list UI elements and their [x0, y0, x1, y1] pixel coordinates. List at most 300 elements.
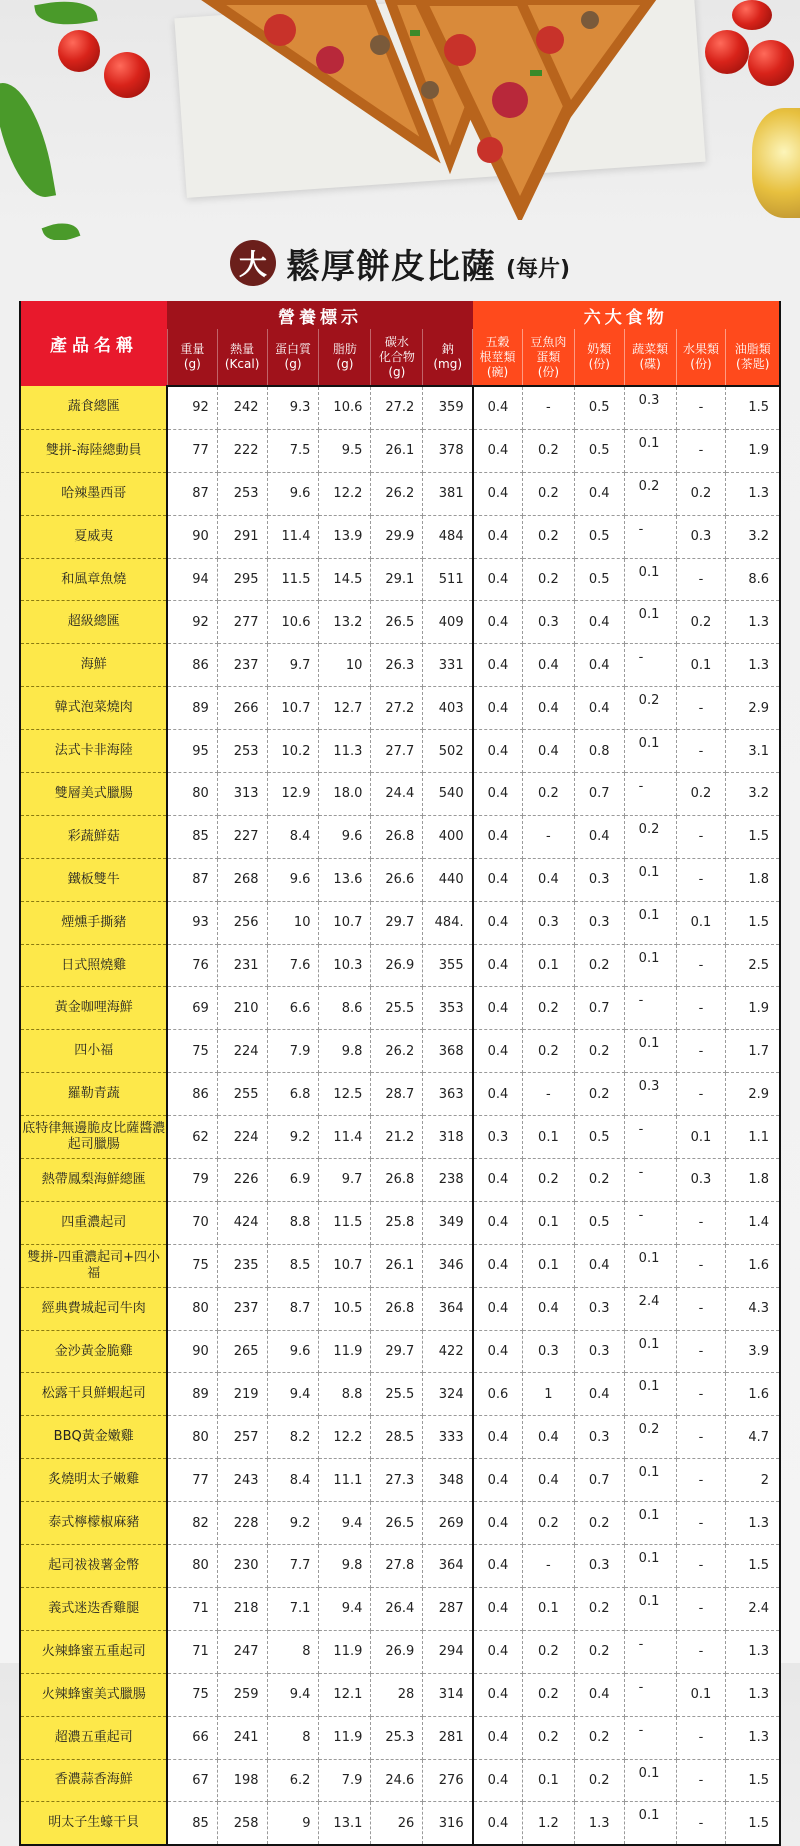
- food-group-value: 0.2: [624, 687, 676, 730]
- food-group-value: 0.4: [522, 687, 574, 730]
- food-group-value: 0.2: [522, 472, 574, 515]
- nutrition-value: 29.1: [371, 558, 423, 601]
- column-header-line: 蛋類: [536, 349, 561, 364]
- table-row: [20, 730, 780, 773]
- table-row: [20, 687, 780, 730]
- nutrition-value: 268: [217, 858, 267, 901]
- food-group-value: 0.2: [522, 1159, 574, 1202]
- food-group-value: -: [624, 1673, 676, 1716]
- food-group-value: 0.2: [574, 1159, 624, 1202]
- nutrition-value: 403: [423, 687, 473, 730]
- nutrition-value: 6.9: [267, 1159, 319, 1202]
- product-name: 火辣蜂蜜五重起司: [20, 1630, 167, 1673]
- food-group-value: -: [624, 1159, 676, 1202]
- nutrition-value: 26.5: [371, 601, 423, 644]
- nutrition-value: 9.4: [319, 1587, 371, 1630]
- food-group-value: 0.4: [473, 1459, 523, 1502]
- food-group-value: -: [676, 944, 726, 987]
- food-group-value: -: [676, 1244, 726, 1287]
- food-group-value: -: [624, 773, 676, 816]
- nutrition-value: 13.2: [319, 601, 371, 644]
- food-group-value: 0.4: [473, 601, 523, 644]
- food-group-value: -: [624, 1716, 676, 1759]
- food-group-value: 0.3: [676, 515, 726, 558]
- food-group-value: 0.1: [624, 730, 676, 773]
- nutrition-value: 86: [167, 1073, 217, 1116]
- food-group-value: -: [676, 1201, 726, 1244]
- nutrition-value: 331: [423, 644, 473, 687]
- nutrition-value: 269: [423, 1502, 473, 1545]
- column-header-line: 水果類: [682, 342, 719, 356]
- food-group-value: 0.5: [574, 558, 624, 601]
- nutrition-value: 14.5: [319, 558, 371, 601]
- column-header-line: 油脂類: [734, 342, 771, 356]
- food-group-value: 1.5: [726, 901, 780, 944]
- nutrition-value: 77: [167, 429, 217, 472]
- table-row: [20, 386, 780, 429]
- nutrition-value: 26.6: [371, 858, 423, 901]
- nutrition-value: 409: [423, 601, 473, 644]
- nutrition-value: 11.4: [267, 515, 319, 558]
- column-header-line: (g): [336, 357, 354, 371]
- food-group-value: -: [676, 1073, 726, 1116]
- nutrition-value: 324: [423, 1373, 473, 1416]
- nutrition-value: 243: [217, 1459, 267, 1502]
- nutrition-value: 247: [217, 1630, 267, 1673]
- nutrition-value: 276: [423, 1759, 473, 1802]
- nutrition-value: 230: [217, 1545, 267, 1588]
- nutrition-value: 8: [267, 1716, 319, 1759]
- food-group-value: 1.5: [726, 815, 780, 858]
- nutrition-value: 11.4: [319, 1116, 371, 1159]
- product-name: 韓式泡菜燒肉: [20, 687, 167, 730]
- nutrition-value: 484: [423, 515, 473, 558]
- food-group-value: 0.6: [473, 1373, 523, 1416]
- nutrition-value: 13.1: [319, 1802, 371, 1845]
- nutrition-value: 76: [167, 944, 217, 987]
- food-group-value: 0.1: [676, 1116, 726, 1159]
- food-group-value: -: [676, 1630, 726, 1673]
- product-name: 超級總匯: [20, 601, 167, 644]
- food-group-value: 0.1: [624, 1759, 676, 1802]
- nutrition-value: 80: [167, 1416, 217, 1459]
- food-group-value: 2.9: [726, 687, 780, 730]
- column-header-line: 五穀: [485, 334, 510, 349]
- product-name: 金沙黃金脆雞: [20, 1330, 167, 1373]
- food-group-value: 8.6: [726, 558, 780, 601]
- food-group-value: 0.4: [473, 687, 523, 730]
- nutrition-value: 26.8: [371, 1287, 423, 1330]
- column-header-line: 碳水: [384, 334, 409, 349]
- nutrition-value: 287: [423, 1587, 473, 1630]
- food-group-value: 1.8: [726, 858, 780, 901]
- nutrition-value: 313: [217, 773, 267, 816]
- food-group-value: 0.5: [574, 386, 624, 429]
- column-header-line: (份): [690, 357, 712, 371]
- column-header-line: (碟): [639, 357, 661, 371]
- nutrition-value: 9.8: [319, 1545, 371, 1588]
- food-group-value: 0.5: [574, 1201, 624, 1244]
- nutrition-value: 9.4: [267, 1673, 319, 1716]
- food-group-value: 0.2: [574, 944, 624, 987]
- column-header-line: 鈉: [441, 342, 454, 356]
- food-group-value: 2.4: [726, 1587, 780, 1630]
- food-group-value: 0.2: [574, 1073, 624, 1116]
- food-group-value: 0.4: [574, 815, 624, 858]
- column-header-line: 奶類: [587, 342, 612, 356]
- nutrition-value: 8.7: [267, 1287, 319, 1330]
- nutrition-value: 265: [217, 1330, 267, 1373]
- table-row: [20, 1030, 780, 1073]
- food-group-value: -: [676, 1759, 726, 1802]
- food-group-value: 0.3: [624, 386, 676, 429]
- table-row: [20, 1416, 780, 1459]
- food-group-value: 0.1: [676, 1673, 726, 1716]
- food-group-value: 0.1: [676, 901, 726, 944]
- nutrition-value: 353: [423, 987, 473, 1030]
- food-group-value: 0.4: [574, 472, 624, 515]
- tomato-decoration: [104, 52, 150, 98]
- product-name: 鐵板雙牛: [20, 858, 167, 901]
- pizza-image: [190, 0, 710, 220]
- nutrition-value: 511: [423, 558, 473, 601]
- food-group-value: -: [676, 1030, 726, 1073]
- food-group-value: 0.2: [574, 1587, 624, 1630]
- food-group-value: 0.3: [522, 601, 574, 644]
- nutrition-value: 80: [167, 1545, 217, 1588]
- product-name: 熱帶鳳梨海鮮總匯: [20, 1159, 167, 1202]
- food-group-value: 0.1: [624, 601, 676, 644]
- food-group-value: -: [676, 1416, 726, 1459]
- nutrition-value: 69: [167, 987, 217, 1030]
- food-group-value: 1.7: [726, 1030, 780, 1073]
- food-group-value: 0.2: [522, 1030, 574, 1073]
- product-name: 羅勒青蔬: [20, 1073, 167, 1116]
- nutrition-value: 86: [167, 644, 217, 687]
- product-name: 明太子生蠔干貝: [20, 1802, 167, 1845]
- nutrition-value: 364: [423, 1287, 473, 1330]
- food-group-value: 0.1: [522, 1587, 574, 1630]
- product-name: 炙燒明太子嫩雞: [20, 1459, 167, 1502]
- column-header-line: (mg): [433, 357, 463, 371]
- product-name: 蔬食總匯: [20, 386, 167, 429]
- food-group-value: 2.4: [624, 1287, 676, 1330]
- column-header: [217, 329, 267, 386]
- nutrition-value: 21.2: [371, 1116, 423, 1159]
- nutrition-value: 10: [319, 644, 371, 687]
- column-header: [473, 329, 523, 386]
- food-group-value: 0.1: [522, 1244, 574, 1287]
- table-row: [20, 1673, 780, 1716]
- food-group-value: 0.2: [624, 815, 676, 858]
- food-group-value: 2.9: [726, 1073, 780, 1116]
- food-group-value: 0.8: [574, 730, 624, 773]
- food-group-value: 0.4: [473, 429, 523, 472]
- product-name: 超濃五重起司: [20, 1716, 167, 1759]
- food-group-value: 0.4: [473, 944, 523, 987]
- food-group-value: 0.1: [624, 1330, 676, 1373]
- food-group-value: 0.4: [473, 515, 523, 558]
- food-group-value: 0.4: [473, 1502, 523, 1545]
- nutrition-value: 11.9: [319, 1630, 371, 1673]
- nutrition-value: 10.6: [319, 386, 371, 429]
- nutrition-value: 71: [167, 1630, 217, 1673]
- nutrition-value: 9.8: [319, 1030, 371, 1073]
- nutrition-value: 11.5: [267, 558, 319, 601]
- nutrition-value: 281: [423, 1716, 473, 1759]
- food-group-value: 0.4: [473, 815, 523, 858]
- nutrition-value: 12.2: [319, 472, 371, 515]
- nutrition-value: 6.6: [267, 987, 319, 1030]
- nutrition-table: [19, 301, 781, 1846]
- product-name: 義式迷迭香雞腿: [20, 1587, 167, 1630]
- nutrition-value: 258: [217, 1802, 267, 1845]
- column-header-line: 熱量: [230, 342, 255, 356]
- nutrition-value: 349: [423, 1201, 473, 1244]
- nutrition-value: 9.3: [267, 386, 319, 429]
- food-group-value: -: [624, 987, 676, 1030]
- nutrition-value: 259: [217, 1673, 267, 1716]
- nutrition-value: 257: [217, 1416, 267, 1459]
- food-group-value: -: [676, 1459, 726, 1502]
- title-per-slice: (每片): [505, 256, 571, 282]
- food-group-value: 0.3: [522, 901, 574, 944]
- nutrition-value: 6.2: [267, 1759, 319, 1802]
- nutrition-value: 9.6: [319, 815, 371, 858]
- nutrition-value: 12.2: [319, 1416, 371, 1459]
- food-group-value: 3.2: [726, 515, 780, 558]
- nutrition-value: 363: [423, 1073, 473, 1116]
- food-group-value: 0.4: [473, 1159, 523, 1202]
- product-name: 香濃蒜香海鮮: [20, 1759, 167, 1802]
- food-group-value: 0.4: [473, 1330, 523, 1373]
- food-group-value: 1.5: [726, 1545, 780, 1588]
- food-group-value: 0.1: [624, 944, 676, 987]
- header-product: 產品名稱: [20, 301, 167, 386]
- food-group-value: 0.4: [473, 730, 523, 773]
- nutrition-value: 227: [217, 815, 267, 858]
- food-group-value: 0.1: [624, 1587, 676, 1630]
- nutrition-value: 333: [423, 1416, 473, 1459]
- food-group-value: 0.1: [624, 1373, 676, 1416]
- nutrition-value: 381: [423, 472, 473, 515]
- food-group-value: -: [676, 815, 726, 858]
- nutrition-value: 66: [167, 1716, 217, 1759]
- nutrition-value: 235: [217, 1244, 267, 1287]
- food-group-value: 1.3: [726, 1673, 780, 1716]
- product-name: BBQ黃金嫩雞: [20, 1416, 167, 1459]
- food-group-value: 1.4: [726, 1201, 780, 1244]
- nutrition-value: 70: [167, 1201, 217, 1244]
- column-header: [574, 329, 624, 386]
- column-header-line: (g): [388, 364, 406, 379]
- column-header-line: (Kcal): [224, 357, 260, 371]
- nutrition-value: 9: [267, 1802, 319, 1845]
- product-name: 火辣蜂蜜美式臘腸: [20, 1673, 167, 1716]
- nutrition-value: 8.4: [267, 815, 319, 858]
- nutrition-value: 277: [217, 601, 267, 644]
- nutrition-value: 29.7: [371, 1330, 423, 1373]
- nutrition-value: 25.5: [371, 987, 423, 1030]
- food-group-value: 1.3: [726, 1716, 780, 1759]
- nutrition-value: 346: [423, 1244, 473, 1287]
- nutrition-value: 26.5: [371, 1502, 423, 1545]
- nutrition-value: 27.7: [371, 730, 423, 773]
- product-name: 和風章魚燒: [20, 558, 167, 601]
- food-group-value: 0.2: [574, 1630, 624, 1673]
- food-group-value: 0.4: [473, 1201, 523, 1244]
- nutrition-value: 87: [167, 858, 217, 901]
- food-group-value: -: [624, 1201, 676, 1244]
- table-row: [20, 1802, 780, 1845]
- food-group-value: 0.4: [473, 1545, 523, 1588]
- food-group-value: 1.9: [726, 429, 780, 472]
- food-group-value: 0.1: [624, 1030, 676, 1073]
- nutrition-value: 219: [217, 1373, 267, 1416]
- nutrition-value: 224: [217, 1116, 267, 1159]
- nutrition-value: 210: [217, 987, 267, 1030]
- food-group-value: 0.1: [624, 1459, 676, 1502]
- nutrition-value: 294: [423, 1630, 473, 1673]
- nutrition-value: 10.5: [319, 1287, 371, 1330]
- nutrition-value: 25.8: [371, 1201, 423, 1244]
- food-group-value: 0.4: [473, 1073, 523, 1116]
- table-row: [20, 601, 780, 644]
- nutrition-value: 318: [423, 1116, 473, 1159]
- column-header: [522, 329, 574, 386]
- nutrition-value: 26.8: [371, 1159, 423, 1202]
- food-group-value: 0.4: [574, 687, 624, 730]
- food-group-value: -: [624, 1630, 676, 1673]
- nutrition-value: 87: [167, 472, 217, 515]
- nutrition-value: 400: [423, 815, 473, 858]
- food-group-value: -: [676, 1716, 726, 1759]
- nutrition-value: 291: [217, 515, 267, 558]
- nutrition-value: 10.7: [319, 901, 371, 944]
- food-group-value: 0.3: [574, 1330, 624, 1373]
- title-text: 鬆厚餅皮比薩: [285, 246, 496, 287]
- food-group-value: 0.2: [522, 429, 574, 472]
- nutrition-value: 7.9: [319, 1759, 371, 1802]
- nutrition-value: 9.5: [319, 429, 371, 472]
- food-group-value: 0.4: [473, 386, 523, 429]
- nutrition-value: 540: [423, 773, 473, 816]
- food-group-value: 0.4: [473, 1759, 523, 1802]
- food-group-value: 2.5: [726, 944, 780, 987]
- food-group-value: 0.2: [522, 1716, 574, 1759]
- nutrition-value: 9.4: [267, 1373, 319, 1416]
- nutrition-value: 222: [217, 429, 267, 472]
- nutrition-value: 8.2: [267, 1416, 319, 1459]
- food-group-value: 0.4: [522, 644, 574, 687]
- nutrition-value: 11.5: [319, 1201, 371, 1244]
- food-group-value: 0.4: [522, 858, 574, 901]
- nutrition-value: 93: [167, 901, 217, 944]
- page-title: [0, 240, 800, 286]
- food-group-value: -: [676, 1330, 726, 1373]
- table-row: [20, 858, 780, 901]
- nutrition-value: 26.1: [371, 429, 423, 472]
- product-name: 雙拼-四重濃起司+四小福: [20, 1244, 167, 1287]
- tomato-decoration: [705, 30, 749, 74]
- nutrition-value: 26: [371, 1802, 423, 1845]
- food-group-value: 0.3: [624, 1073, 676, 1116]
- basil-leaf: [42, 217, 81, 240]
- food-group-value: 0.2: [522, 773, 574, 816]
- table-row: [20, 987, 780, 1030]
- nutrition-value: 12.9: [267, 773, 319, 816]
- food-group-value: 0.2: [624, 472, 676, 515]
- nutrition-value: 8.4: [267, 1459, 319, 1502]
- nutrition-value: 8.8: [267, 1201, 319, 1244]
- food-group-value: 0.4: [473, 1244, 523, 1287]
- nutrition-value: 80: [167, 773, 217, 816]
- nutrition-value: 7.6: [267, 944, 319, 987]
- food-group-value: 0.4: [473, 558, 523, 601]
- food-group-value: 0.2: [522, 1630, 574, 1673]
- nutrition-value: 242: [217, 386, 267, 429]
- nutrition-value: 13.6: [319, 858, 371, 901]
- food-group-value: 3.2: [726, 773, 780, 816]
- food-group-value: 0.2: [574, 1759, 624, 1802]
- food-group-value: 1.9: [726, 987, 780, 1030]
- nutrition-value: 10: [267, 901, 319, 944]
- food-group-value: 0.2: [574, 1502, 624, 1545]
- product-name: 煙燻手撕豬: [20, 901, 167, 944]
- food-group-value: 0.1: [522, 1201, 574, 1244]
- product-name: 起司祓祓薯金幣: [20, 1545, 167, 1588]
- nutrition-value: 241: [217, 1716, 267, 1759]
- food-group-value: 0.1: [624, 1502, 676, 1545]
- column-header-line: (碗): [486, 364, 509, 379]
- table-row: [20, 644, 780, 687]
- food-group-value: 0.4: [473, 1802, 523, 1845]
- nutrition-value: 80: [167, 1287, 217, 1330]
- food-group-value: 2: [726, 1459, 780, 1502]
- nutrition-value: 359: [423, 386, 473, 429]
- table-row: [20, 773, 780, 816]
- food-group-value: 0.2: [574, 1716, 624, 1759]
- nutrition-value: 24.4: [371, 773, 423, 816]
- food-group-value: 0.4: [473, 1716, 523, 1759]
- product-name: 經典費城起司牛肉: [20, 1287, 167, 1330]
- table-row: [20, 1759, 780, 1802]
- food-group-value: -: [522, 1073, 574, 1116]
- column-header: [676, 329, 726, 386]
- hero-decoration: [0, 0, 800, 240]
- column-header: [423, 329, 473, 386]
- table-row: [20, 1201, 780, 1244]
- food-group-value: 0.1: [624, 1802, 676, 1845]
- nutrition-value: 9.2: [267, 1502, 319, 1545]
- nutrition-value: 484.: [423, 901, 473, 944]
- table-row: [20, 1116, 780, 1159]
- food-group-value: 0.2: [522, 987, 574, 1030]
- nutrition-value: 224: [217, 1030, 267, 1073]
- nutrition-value: 368: [423, 1030, 473, 1073]
- column-header-line: 蔬菜類: [632, 342, 669, 356]
- nutrition-value: 253: [217, 730, 267, 773]
- table-row: [20, 1159, 780, 1202]
- food-group-value: 0.3: [522, 1330, 574, 1373]
- tomato-decoration: [748, 40, 794, 86]
- food-group-value: 1.5: [726, 1759, 780, 1802]
- nutrition-value: 75: [167, 1673, 217, 1716]
- column-header: [726, 329, 780, 386]
- nutrition-value: 355: [423, 944, 473, 987]
- food-group-value: 3.1: [726, 730, 780, 773]
- nutrition-value: 8.5: [267, 1244, 319, 1287]
